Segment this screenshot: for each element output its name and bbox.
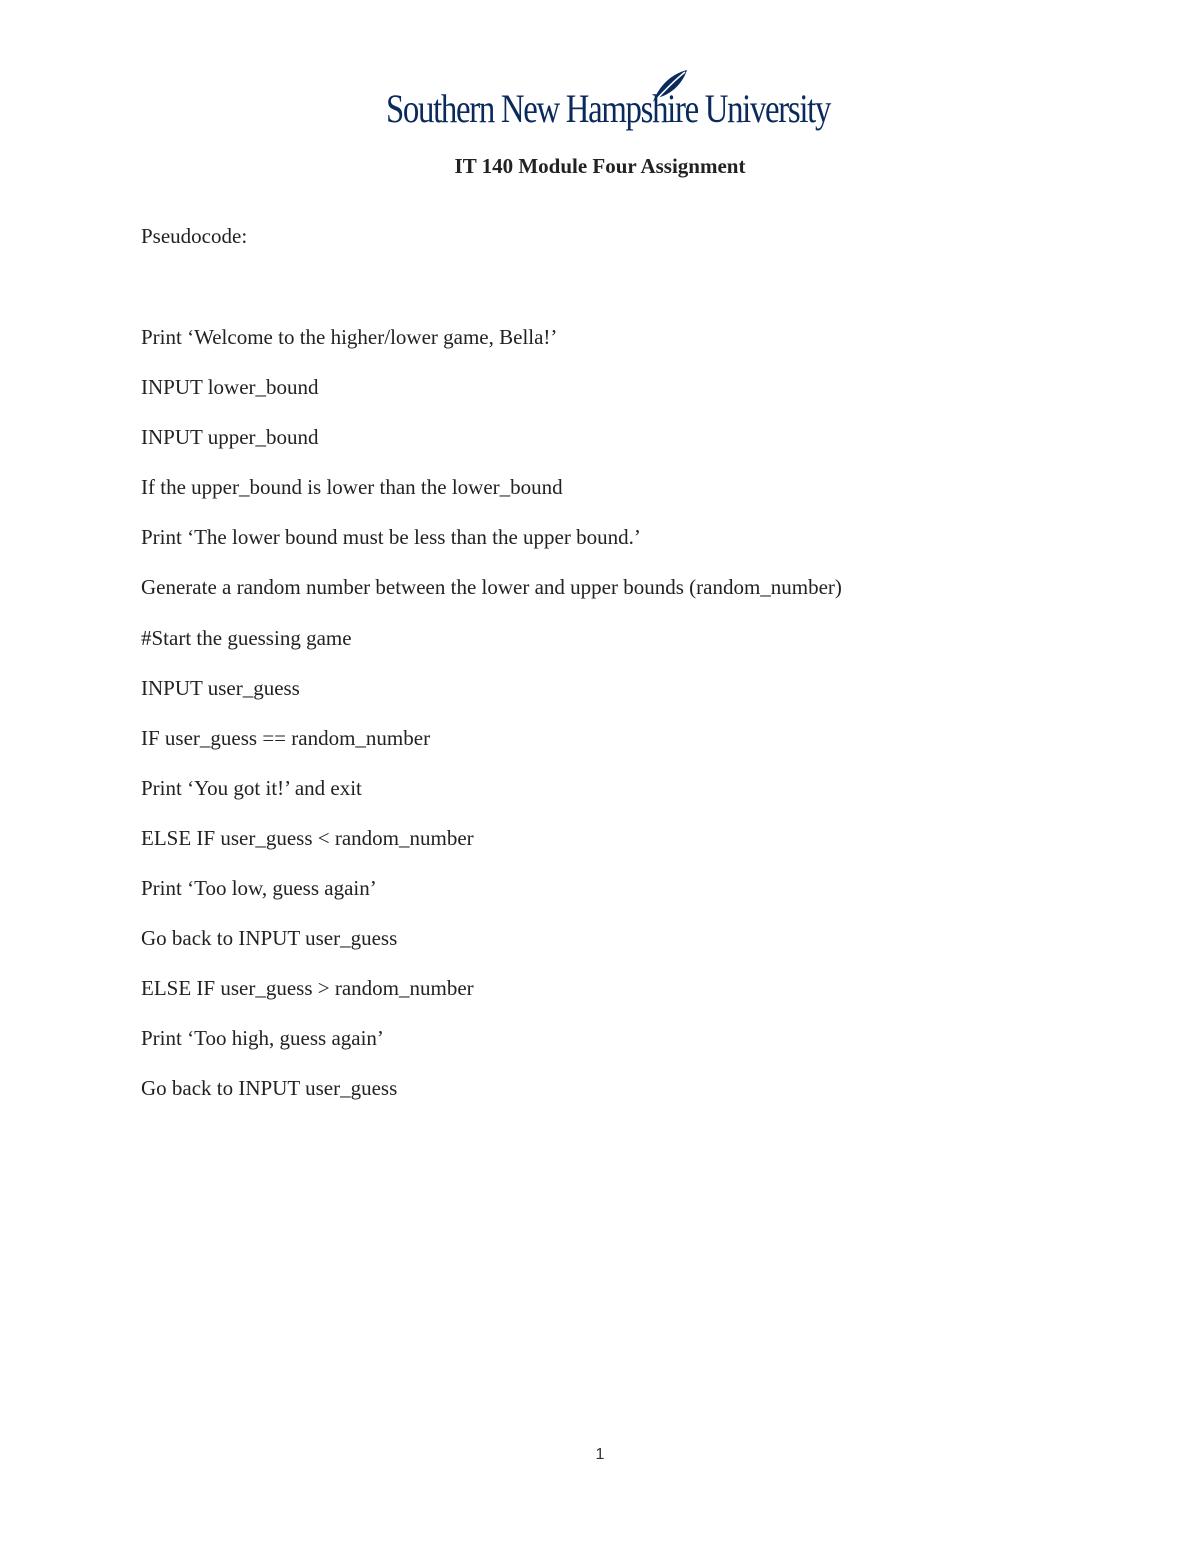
document-title: IT 140 Module Four Assignment bbox=[454, 154, 746, 178]
pseudocode-line: Print ‘Welcome to the higher/lower game, Bella!’ bbox=[141, 325, 558, 349]
pseudocode-line: INPUT lower_bound bbox=[141, 375, 319, 400]
pseudocode-line: IF user_guess == random_number bbox=[141, 725, 431, 750]
pseudocode-line: ELSE IF user_guess > random_number bbox=[141, 976, 474, 1001]
pseudocode-line: Generate a random number between the lower and upper bounds (random_number) bbox=[141, 575, 842, 600]
pseudocode-line: INPUT upper_bound bbox=[141, 425, 319, 450]
pseudocode-line: Print ‘Too low, guess again’ bbox=[141, 876, 377, 901]
pseudocode-line: Print ‘Too high, guess again’ bbox=[141, 1026, 384, 1051]
pseudocode-line: Print ‘You got it!’ and exit bbox=[141, 775, 362, 800]
pseudocode-line: #Start the guessing game bbox=[141, 625, 352, 650]
logo-wordmark: Southern New Hampshire University bbox=[386, 86, 831, 131]
section-label: Pseudocode: bbox=[141, 224, 248, 248]
pseudocode-line: ELSE IF user_guess < random_number bbox=[141, 825, 474, 850]
pseudocode-line: INPUT user_guess bbox=[141, 675, 300, 700]
pseudocode-line: Go back to INPUT user_guess bbox=[141, 1076, 398, 1101]
pseudocode-line: Print ‘The lower bound must be less than the upper bound.’ bbox=[141, 525, 641, 550]
pseudocode-list bbox=[141, 324, 842, 1126]
page-number: 1 bbox=[595, 1446, 605, 1463]
pseudocode-line: If the upper_bound is lower than the lower_bound bbox=[141, 475, 563, 500]
university-logo bbox=[386, 68, 831, 138]
pseudocode-line: Go back to INPUT user_guess bbox=[141, 926, 398, 951]
